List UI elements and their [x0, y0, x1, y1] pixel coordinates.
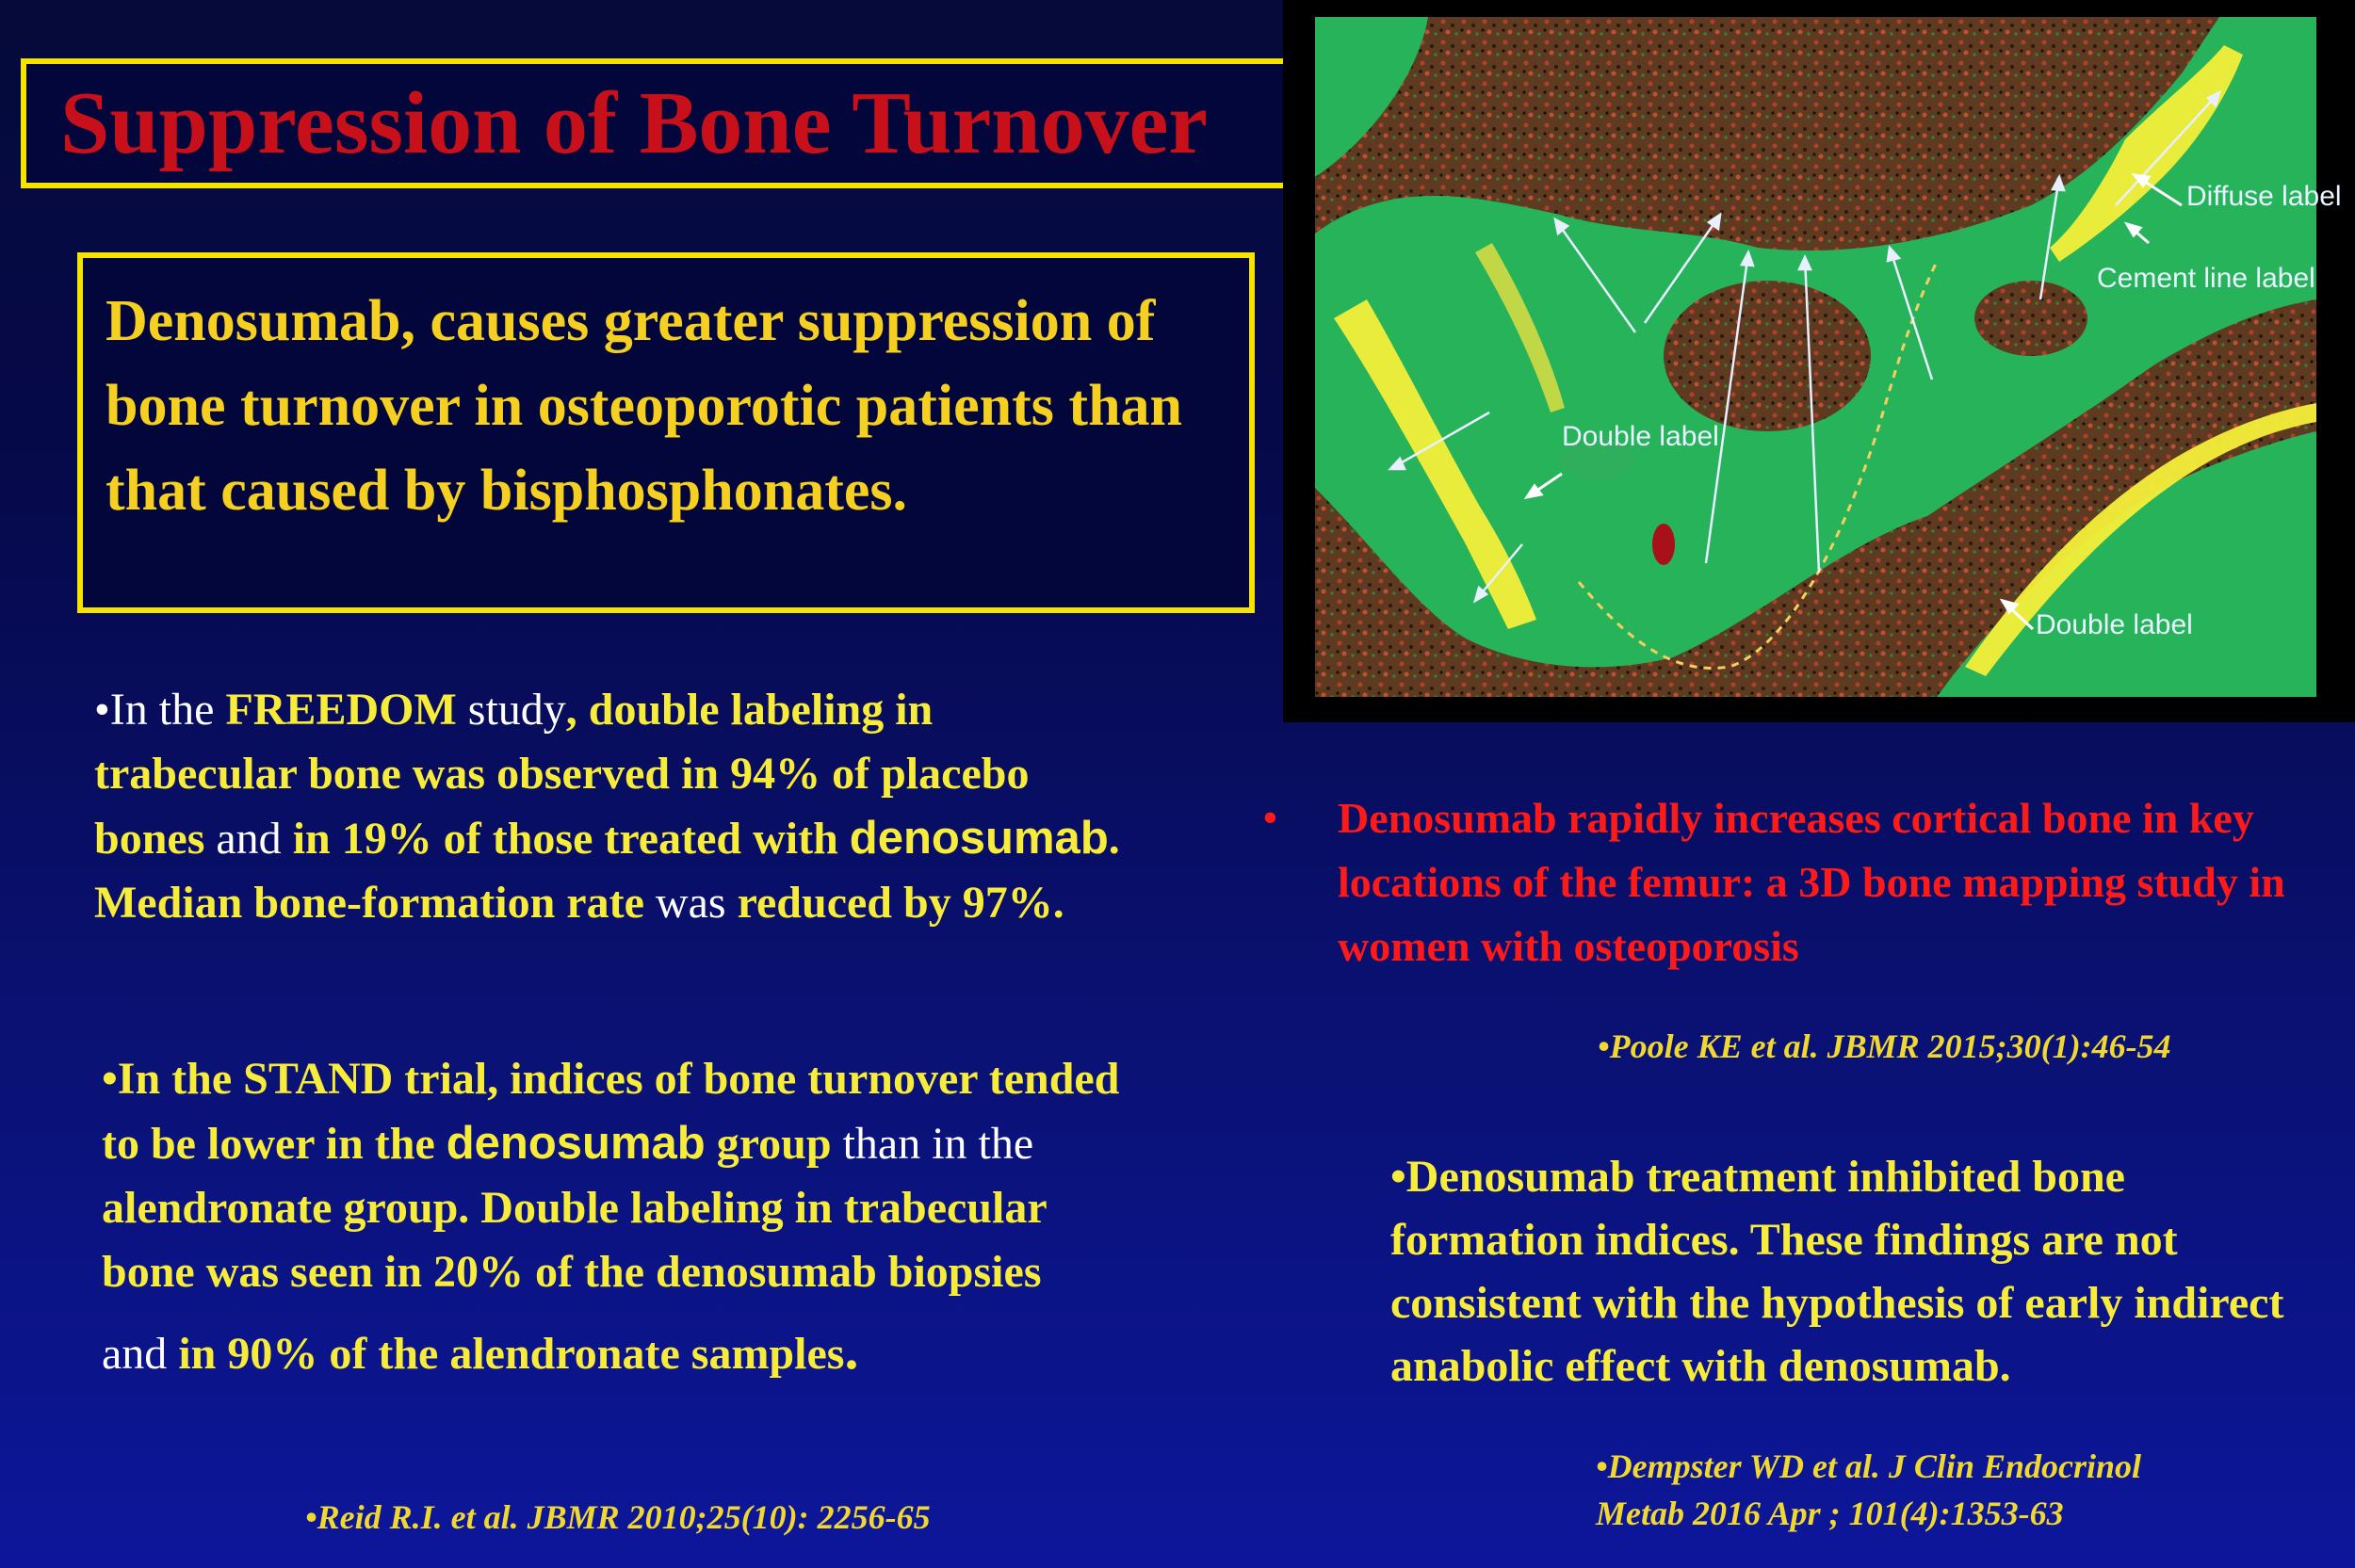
- freedom-study-name: FREEDOM: [225, 685, 457, 735]
- freedom-drug-name: denosumab: [849, 813, 1109, 864]
- slide-title: Suppression of Bone Turnover: [60, 74, 1209, 172]
- claim-text: Denosumab, causes greater suppression of bone turnover in osteoporotic patients than that caused by bisphosphonates.: [106, 289, 1183, 523]
- reference-dempster-line1: •Dempster WD et al. J Clin Endocrinol: [1596, 1447, 2142, 1485]
- freedom-text-5: and: [204, 814, 293, 864]
- freedom-text-1: •In the: [94, 685, 226, 735]
- freedom-text-9: was: [643, 878, 738, 928]
- stand-paragraph: [102, 1047, 1129, 1386]
- marrow-cavity-small: [1974, 281, 2087, 356]
- stand-text-8: .: [844, 1318, 859, 1381]
- freedom-text-4: , double labeling in trabecular bone was observed in 94% of placebo bones: [94, 685, 1030, 864]
- reference-dempster-line2: Metab 2016 Apr ; 101(4):1353-63: [1596, 1495, 2064, 1532]
- blood-vessel: [1652, 524, 1675, 565]
- stand-text-1: •In the STAND trial, indices of bone turnover tended to be lower in the: [102, 1054, 1120, 1169]
- stand-text-4: than in the: [831, 1119, 1034, 1169]
- stand-drug-name: denosumab: [446, 1118, 706, 1169]
- stand-text-7: in 90% of the alendronate samples: [178, 1329, 845, 1379]
- freedom-paragraph: [94, 678, 1130, 935]
- reference-dempster: [1596, 1443, 2312, 1537]
- stand-text-5: alendronate group. Double labeling in trabecular bone was seen in 20% of the denosumab biopsies: [102, 1183, 1047, 1297]
- freedom-text-3: study: [456, 685, 566, 735]
- freedom-text-10: reduced by 97%.: [737, 878, 1064, 928]
- reference-poole: •Poole KE et al. JBMR 2015;30(1):46-54: [1598, 1027, 2171, 1065]
- title-box: [21, 58, 1292, 188]
- freedom-text-8: . Median bone-formation rate: [94, 814, 1120, 928]
- freedom-text-6: in 19% of those treated with: [292, 814, 850, 864]
- poole-text: Denosumab rapidly increases cortical bone in key locations of the femur: a 3D bone mapping study in women with osteoporosis: [1338, 794, 2285, 970]
- claim-box: [77, 252, 1255, 613]
- dempster-paragraph: •Denosumab treatment inhibited bone formation indices. These findings are not consistent with the hypothesis of early indirect anabolic effect with denosumab.: [1390, 1152, 2284, 1391]
- label-double-left: Double label: [1562, 421, 1719, 452]
- histology-image-frame: [1283, 0, 2355, 722]
- label-diffuse: Diffuse label: [2186, 181, 2342, 212]
- stand-text-6: and: [102, 1329, 179, 1379]
- reference-reid: •Reid R.I. et al. JBMR 2010;25(10): 2256-65: [305, 1498, 931, 1536]
- bone-histology-image: [1315, 17, 2342, 697]
- label-double-right: Double label: [2036, 609, 2193, 640]
- marrow-cavity: [1664, 281, 1871, 431]
- label-cement-line: Cement line label: [2097, 263, 2315, 294]
- stand-text-3: group: [705, 1119, 832, 1169]
- poole-bullet-dot: •: [1262, 793, 1278, 843]
